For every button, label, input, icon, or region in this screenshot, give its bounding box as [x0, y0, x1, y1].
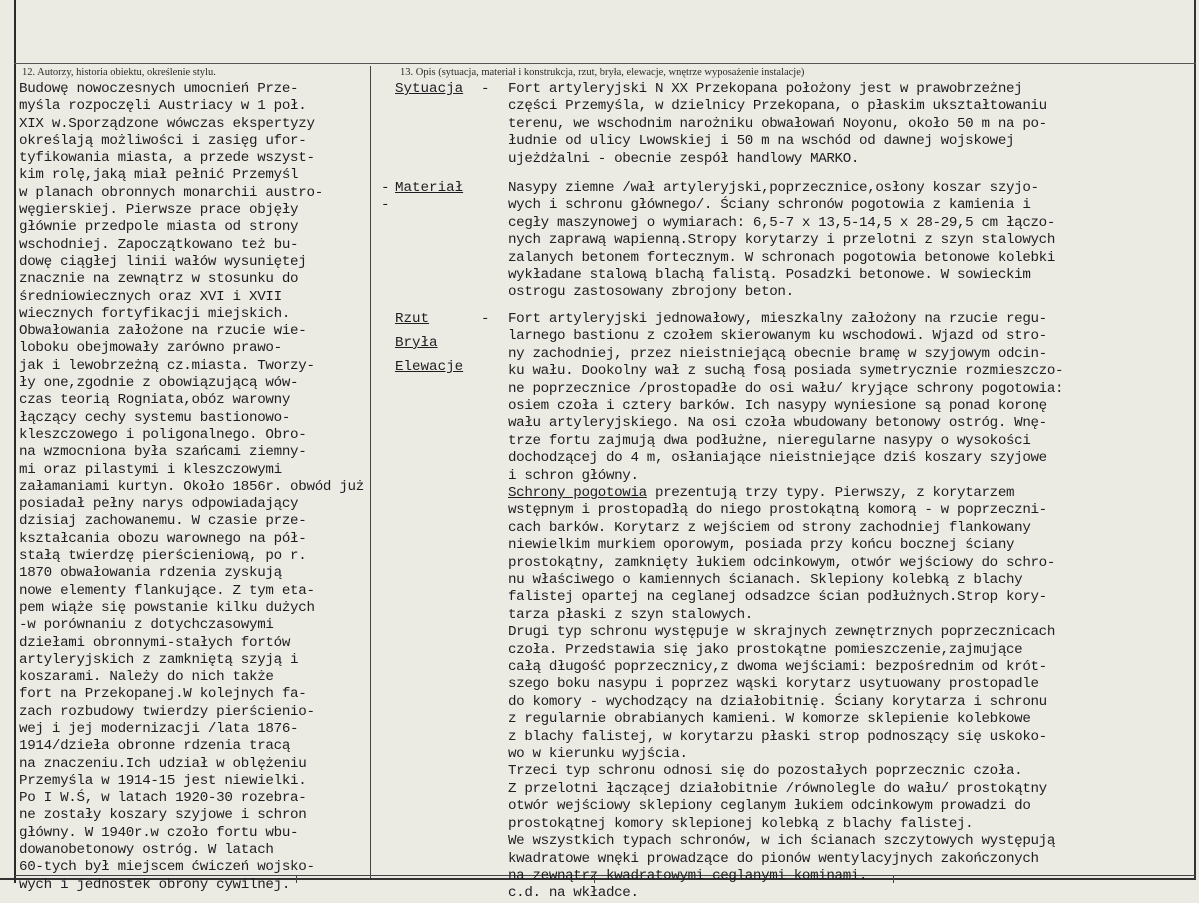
section-label-rzut: Rzut — [395, 311, 430, 327]
section-dash: - — [481, 81, 490, 97]
section-label-material: Materiał — [395, 180, 464, 196]
section-label-sytuacja: Sytuacja — [395, 81, 464, 97]
section-body-sytuacja: Fort artyleryjski N XX Przekopana położony jest w prawobrzeżnej części Przemyśla, w dzielnicy Przekopana, o płaskim ukształtowaniu terenu, we wschodnim narożniku obwałowań Noyonu, około 50 m na po- łudnie od ulicy Lwowskiej i 50 m na wschód od dawnej wojskowej ujeżdżalni - obecnie zespół handlowy MARKO. — [508, 81, 1047, 167]
left-margin-rule — [14, 0, 16, 883]
section-dash: - — [481, 311, 490, 327]
section-dash: -- — [381, 180, 390, 214]
section-label-bryla: Bryła — [395, 335, 438, 351]
section-body-rzut: Fort artyleryjski jednowałowy, mieszkalny założony na rzucie regu- larnego bastionu z czołem skierowanym ku wschodowi. Wjazd od stro- ny zachodniej, przez nieistniejącą obecnie bramę w szyjowym odcin- ku wału. Dookolny wał z suchą fosą posiada symetrycznie rozmieszczo- ne poprzecznice /prostopadłe do osi wału/ kryjące schrony pogotowia: osiem czoła i cztery barków. Ich nasypy wyniesione są ponad koronę wału artyleryjskiego. Na osi czoła wbudowany betonowy ostróg. Wnę- trze fortu zajmują dwa podłużne, nieregularne nasypy o wysokości dochodzącej do 4 m, osłaniające nieistniejące dziś koszary szyjowe i schron główny. — [508, 311, 1064, 484]
history-text: Budowę nowoczesnych umocnień Prze- myśla rozpoczęli Austriacy w 1 poł. XIX w.Sporządzone wówczas ekspertyzy określają możliwości i zasięg ufor- tyfikowania miasta, a przede wszyst- kim rolę,jaką miał pełnić Przemyśl w planach obronnych monarchii austro- węgierskiej. Pierwsze prace objęły głównie przedpole miasta od strony wschodniej. Zapoczątkowano też bu- dowę ciągłej linii wałów wysuniętej znacznie na zewnątrz w stosunku do średniowiecznych oraz XVI i XVII wiecznych fortyfikacji miejskich. Obwałowania założone na rzucie wie- loboku obejmowały zarówno prawo- jak i lewobrzeżną cz.miasta. Tworzy- ły one,zgodnie z obowiązującą wów- czas teorią Rogniata,obóz warowny łączący cechy systemu bastionowo- kleszczowego i poligonalnego. Obro- na wzmocniona była szańcami ziemny- mi oraz pilastymi i kleszczowymi załamaniami kurtyn. Około 1856r. obwód już posiadał pełny narys odpowiadający dzisiaj zachowanemu. W czasie prze- kształcania obozu warownego na pół- stałą twierdzę pierścieniową, po r. 1870 obwałowania rdzenia zyskują nowe elementy flankujące. Z tym eta- pem wiąże się powstanie kilku dużych -w porównaniu z dotychczasowymi dziełami obronnymi-stałych fortów artyleryjskich z zamkniętą szyją i koszarami. Należy do nich także fort na Przekopanej.W kolejnych fa- zach rozbudowy twierdzy pierścienio- wej i jej modernizacji /lata 1876- 1914/dzieła obronne rdzenia tracą na znaczeniu.Ich udział w oblężeniu Przemyśla w 1914-15 jest niewielki. Po I W.Ś, w latach 1920-30 rozebra- ne zostały koszary szyjowe i schron główny. W 1940r.w czoło fortu wbu- dowanobetonowy ostróg. W latach 60-tych był miejscem ćwiczeń wojsko- wych i jednostek obrony cywilnej. — [19, 81, 364, 893]
subheading-rest: prezentują trzy typy. Pierwszy, z korytarzem — [646, 485, 1015, 501]
header-rule — [14, 63, 1196, 64]
section-body-schrony: wstępnym i prostopadłą do niego prostokątną komorą - w poprzeczni- cach barków. Korytarz z wejściem od strony zachodniej flankowany niewielkim murkiem oporowym, posiada przy końcu bocznej ściany prostokątny, zamknięty łukiem odcinkowym, otwór wejściowy do schro- nu właściwego o kamiennych ścianach. Sklepiony kolebką z blachy falistej opartej na ceglanej odsadzce ścian podłużnych.Strop kory- tarza płaski z szyn stalowych. Drugi typ schronu występuje w skrajnych zewnętrznych poprzecznicach czoła. Przedstawia się jako prostokątne pomieszczenie,zajmujące całą długość poprzecznicy,z dwoma wejściami: bezpośrednim od krót- szego boku nasypu i poprzez wąski korytarz usytuowany prostopadle do komory - wychodzący na działobitnię. Ściany korytarza i schronu z regularnie obrabianych kamieni. W komorze sklepienie kolebkowe z blachy falistej, w korytarzu płaski strop podnoszący się uskoko- wo w kierunku wyjścia. Trzeci typ schronu odnosi się do pozostałych poprzecznic czoła. Z przelotni łączącej działobitnie /równolegle do wału/ prostokątny otwór wejściowy sklepiony ceglanym łukiem odcinkowym prowadzi do prostokątnej komory sklepionej kolebką z blachy falistej. We wszystkich typach schronów, w ich ścianach szczytowych występują kwadratowe wnęki prowadzące do pionów wentylacyjnych zakończonych na zewnątrz kwadratowymi ceglanymi kominami. c.d. na wkładce. — [508, 502, 1055, 902]
subheading-schrony-pogotowia: Schrony pogotowia — [508, 485, 647, 501]
schrony-pogotowia-line — [508, 485, 1014, 502]
section-body-material: Nasypy ziemne /wał artyleryjski,poprzecznice,osłony koszar szyjo- wych i schronu głównego/. Ściany schronów pogotowia z kamienia i cegły maszynowej o wymiarach: 6,5-7 x 13,5-14,5 x 28-29,5 cm łączo- nych zaprawą wapienną.Stropy korytarzy i przelotni z szyn stalowych zalanych betonem fortecznym. W schronach pogotowia betonowe kolebki wykładane stalową blachą falistą. Posadzki betonowe. W sowieckim ostrogu zastosowany zbrojony beton. — [508, 180, 1055, 301]
section-label-elewacje: Elewacje — [395, 359, 464, 375]
header-left: 12. Autorzy, historia obiektu, określenie stylu. — [22, 67, 216, 78]
header-right: 13. Opis (sytuacja, materiał i konstrukcja, rzut, bryła, elewacje, wnętrze wyposażenie instalacje) — [400, 67, 805, 78]
